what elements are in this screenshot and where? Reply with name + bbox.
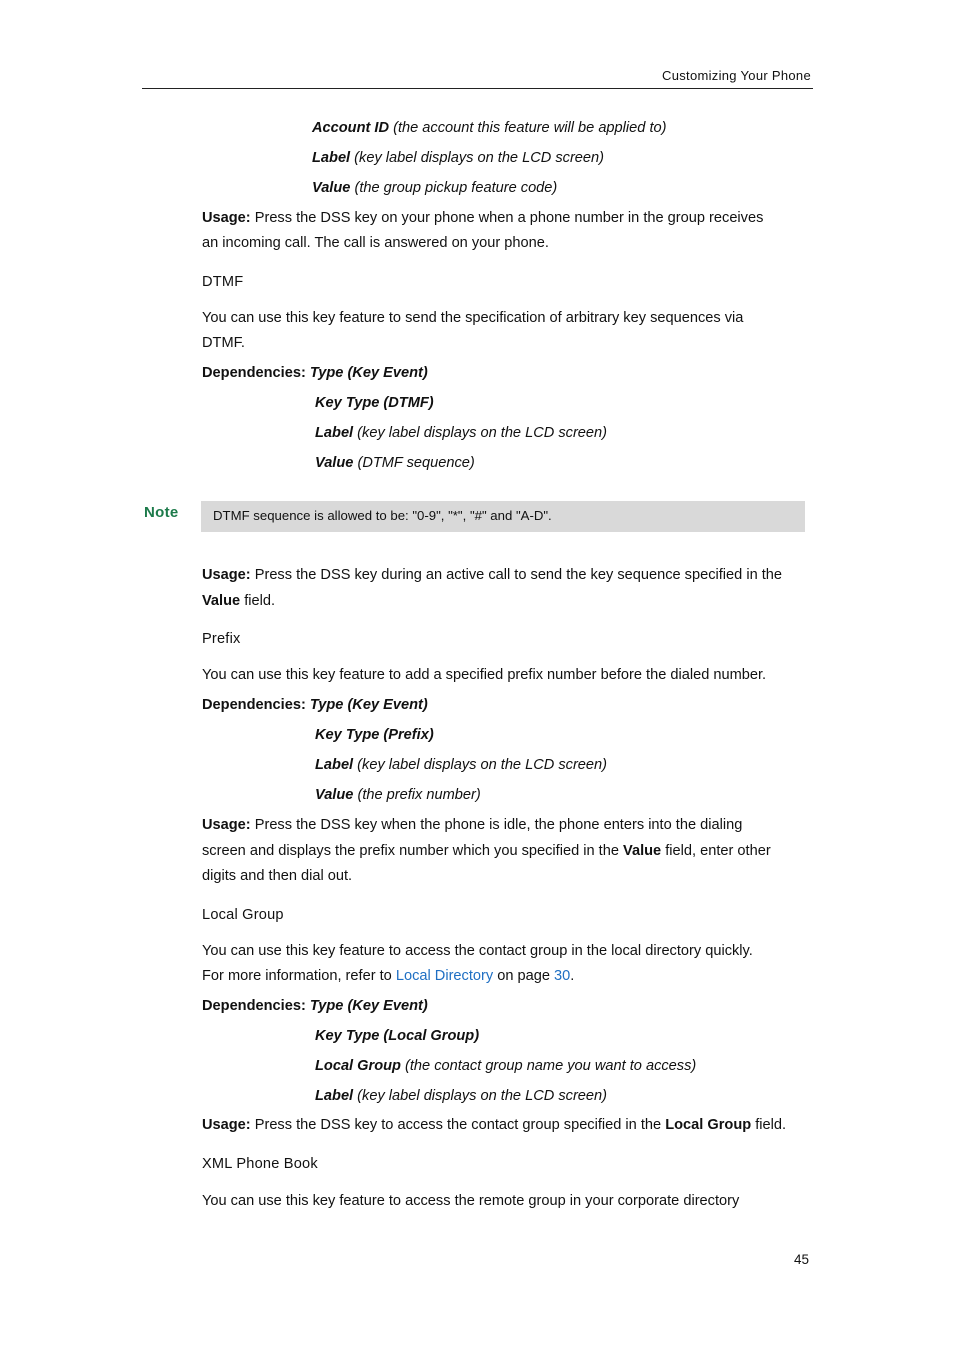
dependencies-label: Dependencies: xyxy=(202,998,306,1014)
desc-text: For more information, refer to xyxy=(202,968,396,984)
param-desc: (key label displays on the LCD screen) xyxy=(353,757,608,773)
param-desc: (DTMF sequence) xyxy=(353,455,475,471)
local-group-key-type: Key Type (Local Group) xyxy=(315,1028,480,1044)
dtmf-value-line xyxy=(315,454,475,472)
note-label: Note xyxy=(144,504,179,521)
param-name: Label xyxy=(315,425,354,441)
prefix-value-line xyxy=(315,786,481,804)
prefix-label-line xyxy=(315,756,607,774)
usage-text: Press the DSS key on your phone when a phone number in the group receives xyxy=(250,210,764,226)
local-group-dependencies xyxy=(202,997,428,1015)
param-desc: (the account this feature will be applied to) xyxy=(389,120,667,136)
section-heading-dtmf: DTMF xyxy=(202,274,244,290)
prefix-usage-line-3: digits and then dial out. xyxy=(202,868,353,884)
prefix-desc-line-1: You can use this key feature to add a specified prefix number before the dialed number. xyxy=(202,667,767,683)
page-number: 45 xyxy=(794,1252,810,1267)
page-header xyxy=(142,66,813,89)
note-text: DTMF sequence is allowed to be: "0-9", "*", "#" and "A-D". xyxy=(213,508,552,523)
param-desc: (the group pickup feature code) xyxy=(350,180,558,196)
usage-line xyxy=(202,209,763,227)
usage-text: field. xyxy=(240,593,276,609)
param-name: Label xyxy=(312,150,351,166)
usage-label: Usage: xyxy=(202,817,251,833)
dependencies-label: Dependencies: xyxy=(202,697,306,713)
param-name: Label xyxy=(315,1088,354,1104)
param-name: Value xyxy=(315,787,354,803)
header-title: Customizing Your Phone xyxy=(662,68,811,83)
usage-label: Usage: xyxy=(202,567,251,583)
dtmf-usage-line-2 xyxy=(202,592,275,610)
local-group-desc-line-1: You can use this key feature to access the contact group in the local directory quickly. xyxy=(202,943,753,959)
dependencies-label: Dependencies: xyxy=(202,365,306,381)
usage-text: Press the DSS key during an active call to send the key sequence specified in the xyxy=(250,567,783,583)
section-heading-prefix: Prefix xyxy=(202,631,241,647)
prefix-usage-line xyxy=(202,816,742,834)
usage-text: screen and displays the prefix number which you specified in the xyxy=(202,843,624,859)
page-30-link[interactable]: 30 xyxy=(554,968,571,984)
param-name: Account ID xyxy=(312,120,390,136)
note-box xyxy=(201,501,805,532)
usage-text: Press the DSS key when the phone is idle, the phone enters into the dialing xyxy=(250,817,743,833)
prefix-key-type: Key Type (Prefix) xyxy=(315,727,434,743)
section-heading-xml-phone-book: XML Phone Book xyxy=(202,1156,318,1172)
usage-label: Usage: xyxy=(202,210,251,226)
param-desc: (key label displays on the LCD screen) xyxy=(353,425,608,441)
dtmf-key-type: Key Type (DTMF) xyxy=(315,395,434,411)
account-id-line xyxy=(312,119,666,137)
param-name: Value xyxy=(312,180,351,196)
dependencies-type: Type (Key Event) xyxy=(305,697,428,713)
value-word: Value xyxy=(202,593,241,609)
param-name: Label xyxy=(315,757,354,773)
param-desc: (key label displays on the LCD screen) xyxy=(350,150,605,166)
dependencies-type: Type (Key Event) xyxy=(305,998,428,1014)
local-group-label-line xyxy=(315,1087,607,1105)
local-group-desc-line-2 xyxy=(202,967,574,985)
xml-phone-book-desc-line-1: You can use this key feature to access the remote group in your corporate directory xyxy=(202,1193,740,1209)
local-group-usage-line xyxy=(202,1116,786,1134)
usage-text: field. xyxy=(751,1117,787,1133)
local-group-name-line xyxy=(315,1057,696,1075)
desc-text: on page xyxy=(493,968,555,984)
param-desc: (key label displays on the LCD screen) xyxy=(353,1088,608,1104)
local-group-word: Local Group xyxy=(665,1117,752,1133)
label-line xyxy=(312,149,604,167)
value-line xyxy=(312,179,557,197)
param-name: Value xyxy=(315,455,354,471)
usage-text: Press the DSS key to access the contact group specified in the xyxy=(250,1117,666,1133)
usage-label: Usage: xyxy=(202,1117,251,1133)
usage-text: field, enter other xyxy=(661,843,771,859)
value-word: Value xyxy=(623,843,662,859)
param-name: Local Group xyxy=(315,1058,401,1074)
dtmf-label-line xyxy=(315,424,607,442)
dtmf-desc-line-2: DTMF. xyxy=(202,335,245,351)
section-heading-local-group: Local Group xyxy=(202,907,284,923)
desc-text: . xyxy=(570,968,575,984)
param-desc: (the prefix number) xyxy=(353,787,481,803)
dtmf-dependencies xyxy=(202,364,428,382)
dtmf-usage-line xyxy=(202,566,782,584)
prefix-dependencies xyxy=(202,696,428,714)
dependencies-type: Type (Key Event) xyxy=(305,365,428,381)
prefix-usage-line-2 xyxy=(202,842,771,860)
local-directory-link[interactable]: Local Directory xyxy=(395,968,494,984)
dtmf-desc-line-1: You can use this key feature to send the specification of arbitrary key sequences via xyxy=(202,310,744,326)
param-desc: (the contact group name you want to access) xyxy=(400,1058,697,1074)
usage-line-2: an incoming call. The call is answered on your phone. xyxy=(202,235,549,251)
